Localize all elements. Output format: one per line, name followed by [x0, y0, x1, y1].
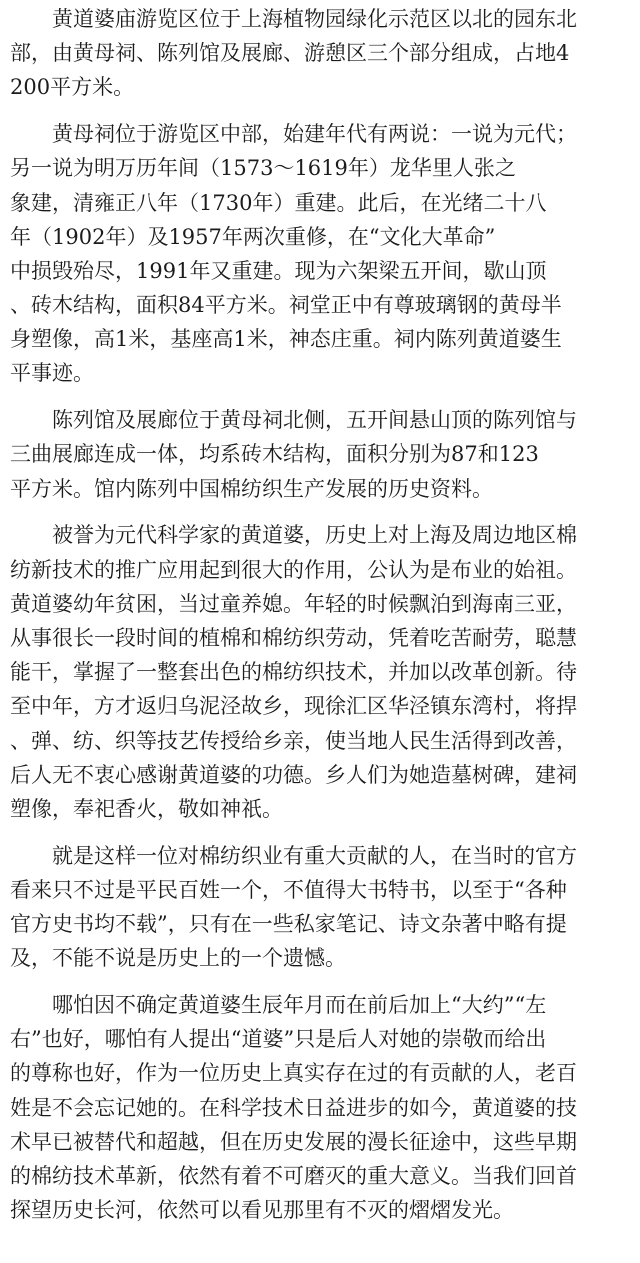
- paragraph-6: [10, 988, 634, 1227]
- text-line: 身塑像，高1米，基座高1米，神态庄重。祠内陈列黄道婆生: [10, 327, 562, 352]
- text-line: 后人无不衷心感谢黄道婆的功德。乡人们为她造墓树碑，建祠: [10, 762, 577, 787]
- text-line: 黄道婆庙游览区位于上海植物园绿化示范区以北的园东北: [10, 7, 577, 31]
- text-line: 看来只不过是平民百姓一个，不值得大书特书，以至于“各种: [10, 877, 567, 902]
- text-line: 探望历史长河，依然可以看见那里有不灭的熠熠发光。: [10, 1198, 514, 1223]
- paragraph-5: [10, 839, 634, 976]
- article-body: [10, 2, 634, 1227]
- text-line: 、弹、纺、织等技艺传授给乡亲，使当地人民生活得到改善，: [10, 728, 577, 753]
- text-line: 平事迹。: [10, 361, 94, 386]
- text-line: 纺新技术的推广应用起到很大的作用，公认为是布业的始祖。: [10, 557, 577, 582]
- text-line: 右”也好，哪怕有人提出“道婆”只是后人对她的崇敬而给出: [10, 1027, 547, 1052]
- text-line: 200平方米。: [10, 75, 135, 100]
- text-line: 三曲展廊连成一体，均系砖木结构，面积分别为87和123: [10, 442, 539, 467]
- text-line: 象建，清雍正八年（1730年）重建。此后，在光绪二十八: [10, 190, 547, 215]
- text-line: 就是这样一位对棉纺织业有重大贡献的人，在当时的官方: [10, 843, 577, 868]
- paragraph-3: [10, 403, 634, 506]
- text-line: 中损毁殆尽，1991年又重建。现为六架梁五开间，歇山顶: [10, 258, 547, 283]
- text-line: 黄母祠位于游览区中部，始建年代有两说：一说为元代；: [10, 122, 577, 147]
- text-line: 被誉为元代科学家的黄道婆，历史上对上海及周边地区棉: [10, 523, 577, 548]
- paragraph-2: [10, 117, 634, 391]
- text-line: 陈列馆及展廊位于黄母祠北侧，五开间悬山顶的陈列馆与: [10, 408, 577, 433]
- text-line: 的棉纺技术革新，依然有着不可磨灭的重大意义。当我们回首: [10, 1163, 577, 1188]
- text-line: 塑像，奉祀香火，敬如神祇。: [10, 796, 283, 821]
- text-line: 至中年，方才返归乌泥泾故乡，现徐汇区华泾镇东湾村，将捍: [10, 694, 577, 719]
- text-line: 术早已被替代和超越，但在历史发展的漫长征途中，这些早期: [10, 1129, 577, 1154]
- text-line: 姓是不会忘记她的。在科学技术日益进步的如今，黄道婆的技: [10, 1095, 577, 1120]
- text-line: 哪怕因不确定黄道婆生辰年月而在前后加上“大约”“左: [10, 993, 547, 1018]
- paragraph-4: [10, 518, 634, 826]
- text-line: 的尊称也好，作为一位历史上真实存在过的有贡献的人，老百: [10, 1061, 577, 1086]
- text-line: 平方米。馆内陈列中国棉纺织生产发展的历史资料。: [10, 476, 493, 501]
- text-line: 年（1902年）及1957年两次重修，在“文化大革命”: [10, 224, 496, 249]
- text-line: 另一说为明万历年间（1573～1619年）龙华里人张之: [10, 156, 516, 181]
- paragraph-1: [10, 2, 634, 105]
- text-line: 及，不能不说是历史上的一个遗憾。: [10, 946, 346, 971]
- text-line: 黄道婆幼年贫困，当过童养媳。年轻的时候飘泊到海南三亚，: [10, 591, 577, 616]
- text-line: 从事很长一段时间的植棉和棉纺织劳动，凭着吃苦耐劳，聪慧: [10, 625, 577, 650]
- text-line: 能干，掌握了一整套出色的棉纺织技术，并加以改革创新。待: [10, 660, 577, 685]
- text-line: 部，由黄母祠、陈列馆及展廊、游憩区三个部分组成，占地4: [10, 41, 570, 66]
- text-line: 、砖木结构，面积84平方米。祠堂正中有尊玻璃钢的黄母半: [10, 293, 562, 318]
- text-line: 官方史书均不载”，只有在一些私家笔记、诗文杂著中略有提: [10, 912, 567, 937]
